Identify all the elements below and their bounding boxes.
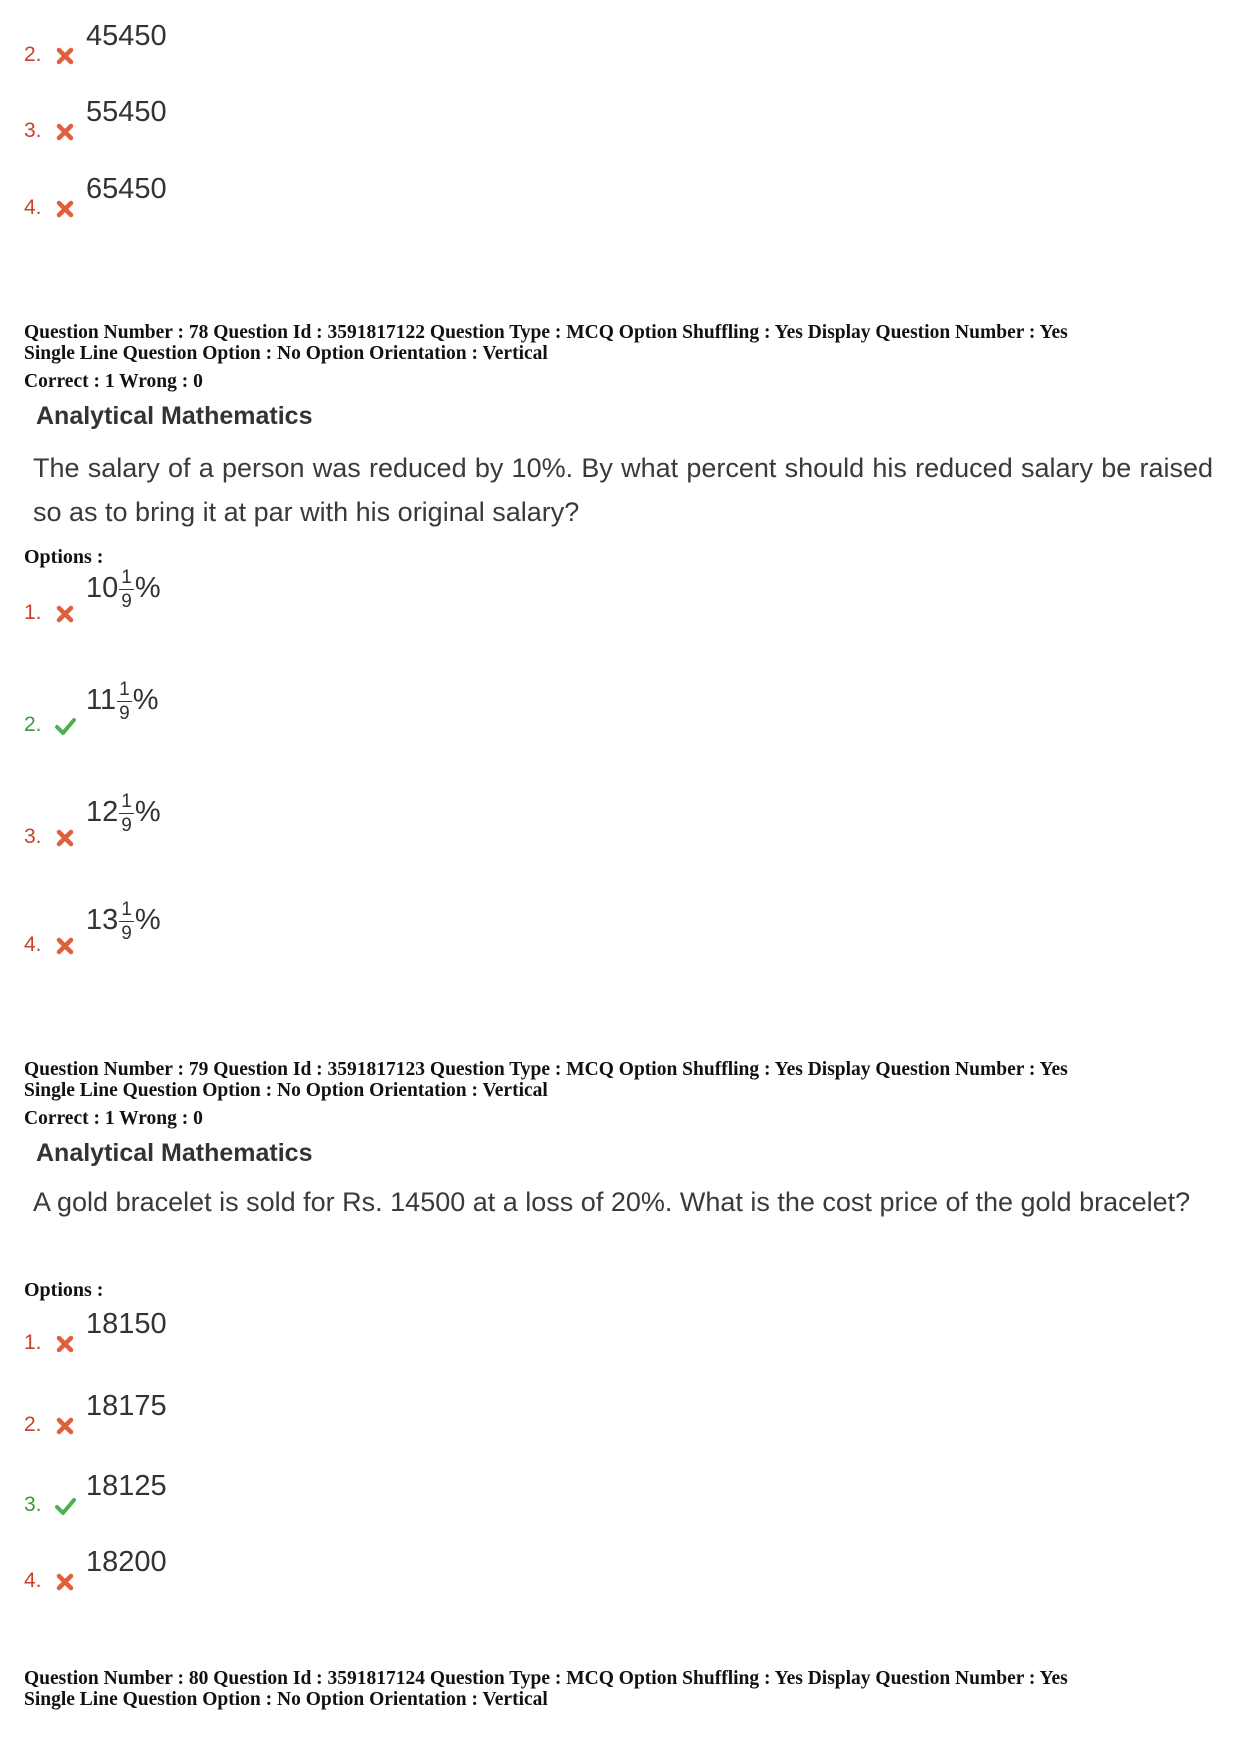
cross-mark-icon	[54, 603, 76, 625]
option-number: 4.	[24, 933, 42, 956]
option-row	[24, 1470, 167, 1517]
option-row	[24, 1546, 167, 1593]
denominator: 9	[121, 815, 132, 836]
score-line: Correct : 1 Wrong : 0	[24, 1108, 203, 1129]
whole-part: 10	[86, 572, 119, 605]
percent-sign: %	[132, 684, 159, 717]
option-number: 4.	[24, 1569, 42, 1592]
option-row	[24, 1390, 167, 1437]
option-row	[24, 20, 167, 67]
option-number: 1.	[24, 601, 42, 624]
option-value	[86, 568, 161, 611]
denominator: 9	[121, 591, 132, 612]
percent-sign: %	[134, 572, 161, 605]
option-value	[86, 792, 161, 835]
cross-mark-icon	[54, 45, 76, 67]
whole-part: 12	[86, 796, 119, 829]
option-row	[24, 96, 167, 143]
options-label: Options :	[24, 546, 104, 568]
numerator: 1	[119, 679, 130, 700]
option-number: 2.	[24, 43, 42, 66]
option-number: 3.	[24, 825, 42, 848]
question-meta-line: Single Line Question Option : No Option Orientation : Vertical	[24, 343, 548, 364]
numerator: 1	[121, 567, 132, 588]
whole-part: 11	[86, 684, 117, 717]
option-row	[24, 791, 161, 849]
options-label: Options :	[24, 1279, 104, 1301]
question-subject: Analytical Mathematics	[36, 1139, 313, 1167]
cross-mark-icon	[54, 935, 76, 957]
question-meta-line: Question Number : 80 Question Id : 3591817124 Question Type : MCQ Option Shuffling : Yes Display Question Number : Yes	[24, 1668, 1068, 1689]
question-text: The salary of a person was reduced by 10%. By what percent should his reduced salary be raised so as to bring it at par with his original salary?	[33, 453, 1213, 527]
option-number: 3.	[24, 1493, 42, 1516]
option-row	[24, 567, 161, 625]
question-meta-line: Single Line Question Option : No Option Orientation : Vertical	[24, 1080, 548, 1101]
fraction	[119, 792, 134, 835]
option-value: 18125	[86, 1470, 167, 1502]
cross-mark-icon	[54, 1333, 76, 1355]
option-number: 2.	[24, 713, 42, 736]
option-number: 2.	[24, 1413, 42, 1436]
option-value	[86, 680, 158, 723]
denominator: 9	[119, 703, 130, 724]
option-value: 45450	[86, 20, 167, 52]
option-row	[24, 679, 159, 737]
option-number: 4.	[24, 196, 42, 219]
option-row	[24, 1308, 167, 1355]
question-meta-line: Question Number : 79 Question Id : 3591817123 Question Type : MCQ Option Shuffling : Yes Display Question Number : Yes	[24, 1059, 1068, 1080]
option-number: 3.	[24, 119, 42, 142]
whole-part: 13	[86, 904, 119, 937]
percent-sign: %	[134, 904, 161, 937]
option-value: 55450	[86, 96, 167, 128]
denominator: 9	[121, 923, 132, 944]
cross-mark-icon	[54, 1571, 76, 1593]
check-mark-icon	[54, 1495, 76, 1517]
cross-mark-icon	[54, 198, 76, 220]
fraction	[119, 568, 134, 611]
numerator: 1	[121, 899, 132, 920]
fraction	[117, 680, 132, 723]
percent-sign: %	[134, 796, 161, 829]
cross-mark-icon	[54, 121, 76, 143]
option-value: 18150	[86, 1308, 167, 1340]
option-value: 18200	[86, 1546, 167, 1578]
score-line: Correct : 1 Wrong : 0	[24, 371, 203, 392]
question-text: A gold bracelet is sold for Rs. 14500 at a loss of 20%. What is the cost price of the gold bracelet?	[33, 1187, 1191, 1217]
question-subject: Analytical Mathematics	[36, 402, 313, 430]
option-value	[86, 900, 161, 943]
fraction	[119, 900, 134, 943]
option-number: 1.	[24, 1331, 42, 1354]
check-mark-icon	[54, 715, 76, 737]
question-meta-line: Single Line Question Option : No Option Orientation : Vertical	[24, 1689, 548, 1710]
option-value: 18175	[86, 1390, 167, 1422]
cross-mark-icon	[54, 827, 76, 849]
numerator: 1	[121, 791, 132, 812]
cross-mark-icon	[54, 1415, 76, 1437]
option-value: 65450	[86, 173, 167, 205]
question-meta-line: Question Number : 78 Question Id : 3591817122 Question Type : MCQ Option Shuffling : Yes Display Question Number : Yes	[24, 322, 1068, 343]
option-row	[24, 173, 167, 220]
option-row	[24, 899, 161, 957]
